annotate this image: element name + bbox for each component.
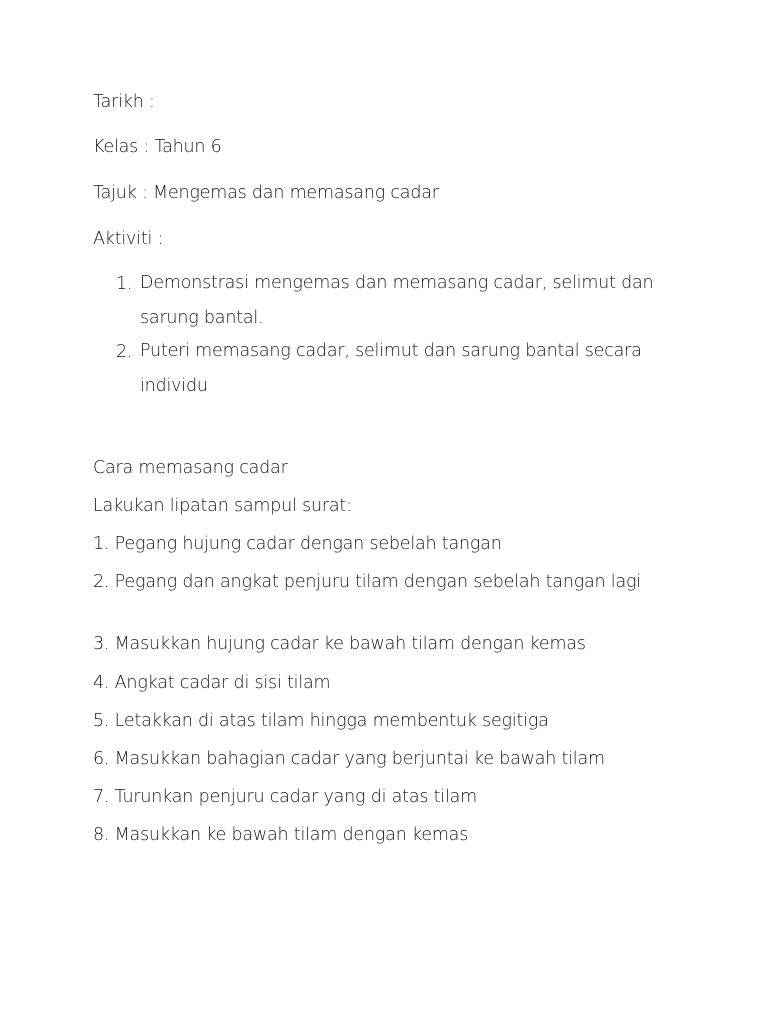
step-item: 5. Letakkan di atas tilam hingga membentuk segitiga xyxy=(93,711,549,731)
activity-text: Demonstrasi mengemas dan memasang cadar, selimut dan sarung bantal. xyxy=(140,273,654,328)
step-item: 4. Angkat cadar di sisi tilam xyxy=(93,673,331,693)
activity-number: 1. xyxy=(116,274,133,294)
aktiviti-line: Aktiviti : xyxy=(93,229,164,249)
step-item: 8. Masukkan ke bawah tilam dengan kemas xyxy=(93,825,469,845)
activity-number: 2. xyxy=(116,342,133,362)
step-item: 3. Masukkan hujung cadar ke bawah tilam dengan kemas xyxy=(93,634,586,654)
step-item: 6. Masukkan bahagian cadar yang berjuntai ke bawah tilam xyxy=(93,749,605,769)
kelas-line: Kelas : Tahun 6 xyxy=(93,137,222,157)
step-item: 2. Pegang dan angkat penjuru tilam dengan sebelah tangan lagi xyxy=(93,572,641,592)
section-title: Cara memasang cadar xyxy=(93,458,288,478)
step-item: 1. Pegang hujung cadar dengan sebelah tangan xyxy=(93,534,502,554)
activity-text: Puteri memasang cadar, selimut dan sarung bantal secara individu xyxy=(140,341,642,396)
section-subtitle: Lakukan lipatan sampul surat: xyxy=(93,496,352,516)
tarikh-line: Tarikh : xyxy=(93,92,155,112)
step-item: 7. Turunkan penjuru cadar yang di atas tilam xyxy=(93,787,477,807)
tajuk-line: Tajuk : Mengemas dan memasang cadar xyxy=(93,183,439,203)
